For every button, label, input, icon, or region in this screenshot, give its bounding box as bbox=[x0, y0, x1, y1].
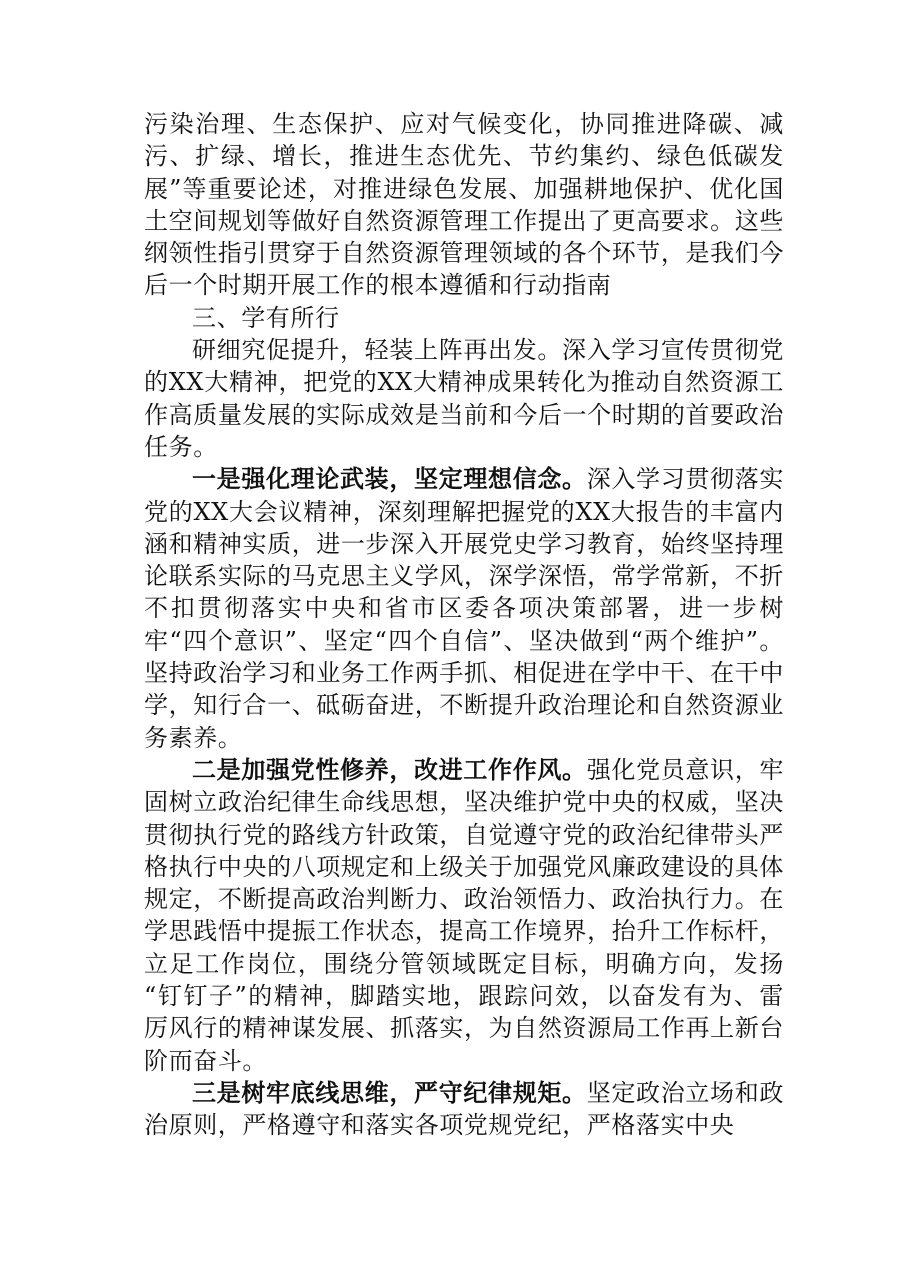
paragraph-point-1 bbox=[144, 463, 784, 754]
paragraph-lead: 一是强化理论武装，坚定理想信念。 bbox=[192, 465, 587, 494]
section-heading bbox=[144, 302, 784, 334]
paragraph-point-2 bbox=[144, 754, 784, 1077]
paragraph-point-3 bbox=[144, 1077, 784, 1142]
paragraph-text: 研细究促提升，轻装上阵再出发。深入学习宣传贯彻党的XX大精神，把党的XX大精神成果转化为推动自然资源工作高质量发展的实际成效是当前和今后一个时期的首要政治任务。 bbox=[144, 336, 784, 461]
paragraph-text: 强化党员意识，牢固树立政治纪律生命线思想，坚决维护党中央的权威，坚决贯彻执行党的路线方针政策，自觉遵守党的政治纪律带头严格执行中央的八项规定和上级关于加强党风廉政建设的具体规定，不断提高政治判断力、政治领悟力、政治执行力。在学思践悟中提振工作状态，提高工作境界，抬升工作标杆，立足工作岗位，围绕分管领域既定目标，明确方向，发扬 “钉钉子”的精神，脚踏实地，跟踪问效，以奋发有为、雷厉风行的精神谋发展、抓落实，为自然资源局工作再上新台阶而奋斗。 bbox=[144, 755, 784, 1075]
paragraph-text: 坚定政治立场和政治原则，严格遵守和落实各项党规党纪，严格落实中央 bbox=[144, 1078, 784, 1140]
paragraph-continued bbox=[144, 108, 784, 302]
paragraph-text: 污染治理、生态保护、应对气候变化，协同推进降碳、减污、扩绿、增长，推进生态优先、节约集约、绿色低碳发展”等重要论述，对推进绿色发展、加强耕地保护、优化国土空间规划等做好自然资源管理工作提出了更高要求。这些纲领性指引贯穿于自然资源管理领域的各个环节，是我们今后一个时期开展工作的根本遵循和行动指南 bbox=[144, 110, 784, 300]
paragraph-lead: 三是树牢底线思维，严守纪律规矩。 bbox=[192, 1078, 587, 1107]
paragraph-intro bbox=[144, 334, 784, 463]
document-page bbox=[144, 108, 784, 1142]
paragraph-text: 深入学习贯彻落实党的XX大会议精神，深刻理解把握党的XX大报告的丰富内涵和精神实质，进一步深入开展党史学习教育，始终坚持理论联系实际的马克思主义学风，深学深悟，常学常新，不折不扣贯彻落实中央和省市区委各项决策部署，进一步树牢“四个意识”、坚定“四个自信”、坚决做到“两个维护”。坚持政治学习和业务工作两手抓、相促进在学中干、在干中学，知行合一、砥砺奋进，不断提升政治理论和自然资源业务素养。 bbox=[144, 465, 784, 752]
section-heading-text: 三、学有所行 bbox=[192, 303, 340, 332]
paragraph-lead: 二是加强党性修养，改进工作作风。 bbox=[192, 755, 587, 784]
